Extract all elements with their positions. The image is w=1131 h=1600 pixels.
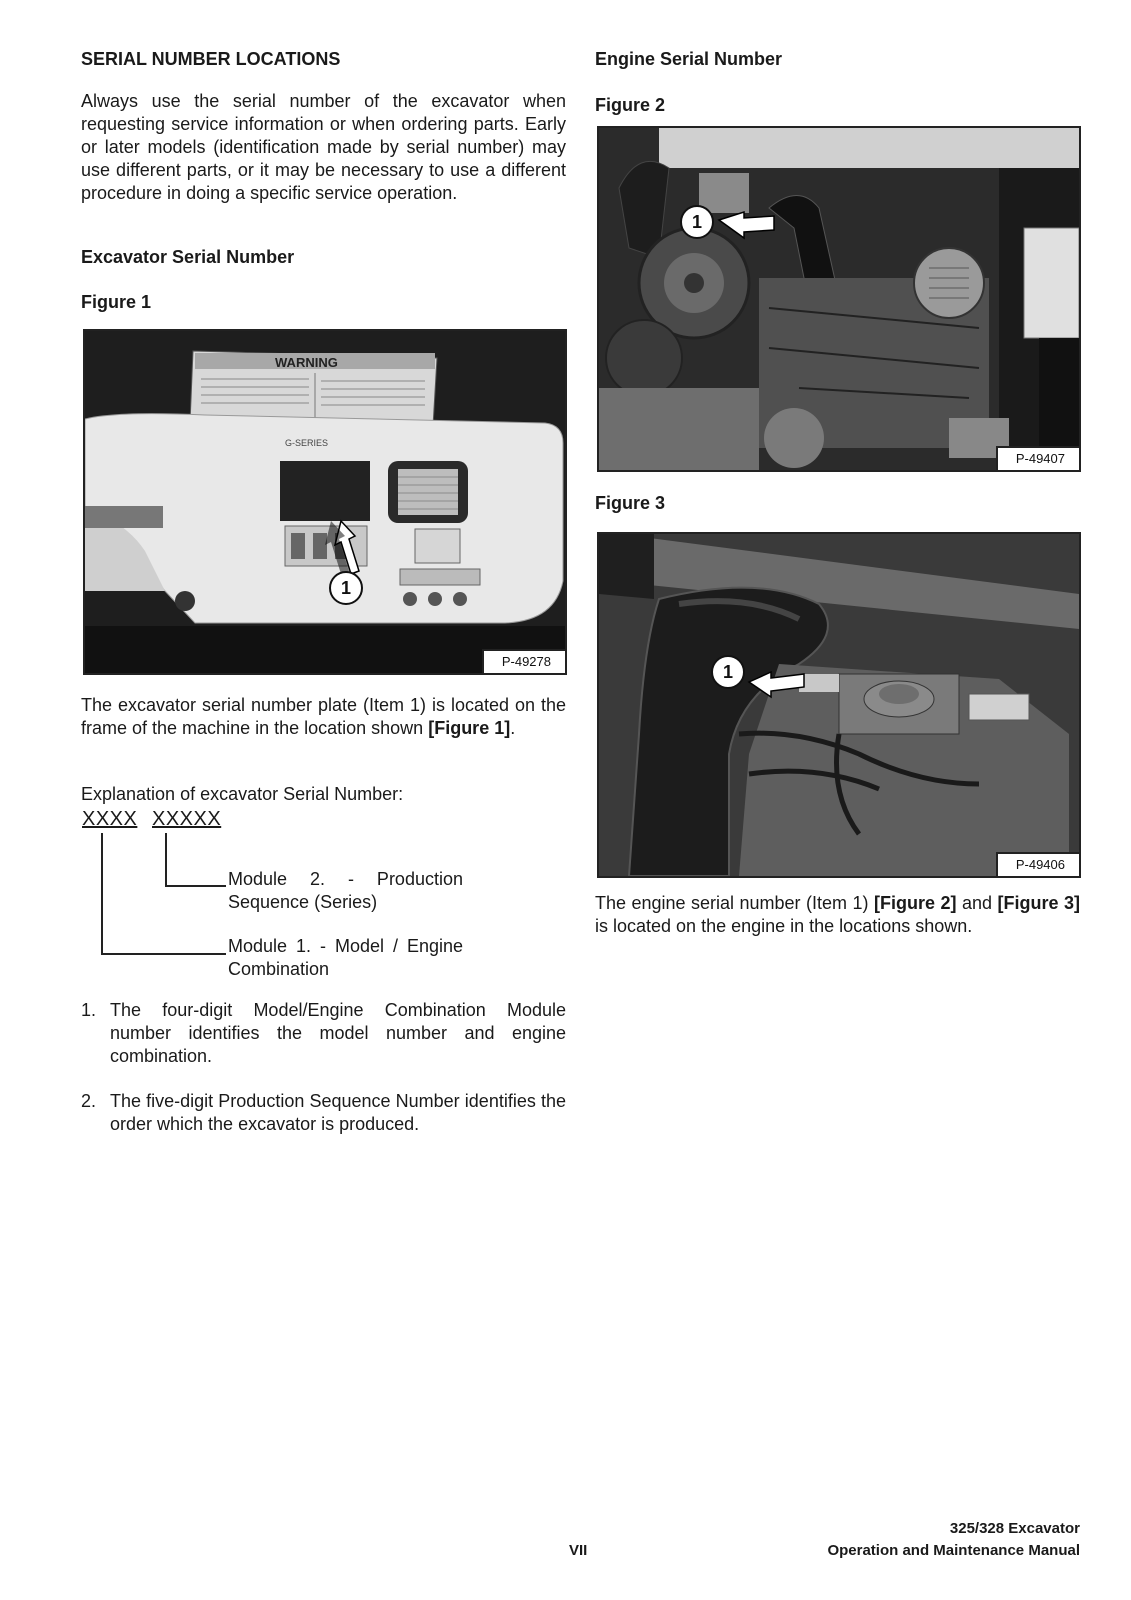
list-item-number: 2.: [81, 1091, 97, 1111]
module1-connector-v: [101, 833, 103, 955]
section-title: SERIAL NUMBER LOCATIONS: [81, 49, 341, 69]
series-text: G-SERIES: [285, 438, 329, 448]
module2-description: Module 2. - Production Sequence (Series): [228, 869, 463, 912]
engine-location-text: The engine serial number (Item 1) [Figure 2] and [Figure 3] is located on the engine in the locations shown.: [595, 893, 1080, 936]
figure1-label: Figure 1: [81, 292, 152, 312]
figure3-photo: [597, 532, 1081, 878]
figure2-callout: 1: [680, 205, 714, 239]
serial-code-module2: XXXXX: [152, 808, 222, 830]
figure2-label: Figure 2: [595, 95, 666, 115]
list-item-number: 1.: [81, 1000, 97, 1020]
figure2-photo: [597, 126, 1081, 472]
excavator-frame-image: [85, 331, 565, 673]
list-item-text: The five-digit Production Sequence Number identifies the order which the excavator is produced.: [110, 1091, 566, 1134]
explanation-label: Explanation of excavator Serial Number:: [81, 784, 404, 804]
figure1-callout: 1: [329, 571, 363, 605]
engine-serial-heading: Engine Serial Number: [595, 49, 783, 69]
module2-connector-h: [165, 885, 226, 887]
list-item: [81, 999, 566, 1069]
warning-sticker-text: WARNING: [275, 355, 338, 370]
footer-manual-title: Operation and Maintenance Manual: [827, 1542, 1080, 1559]
figure1-photo-id: P-49278: [482, 649, 565, 673]
figure3-label: Figure 3: [595, 493, 666, 513]
figure1-photo: [83, 329, 567, 675]
module2-connector-v: [165, 833, 167, 887]
engine-compartment-image: [599, 128, 1079, 470]
figure3-callout: 1: [711, 655, 745, 689]
excavator-serial-heading: Excavator Serial Number: [81, 247, 295, 267]
module1-connector-h: [101, 953, 226, 955]
intro-paragraph: Always use the serial number of the excavator when requesting service information or when ordering parts. Early or later models (identification made by serial number) may use different parts, or it may be necessary to use a different procedure in doing a specific service operation.: [81, 91, 566, 203]
figure2-photo-id: P-49407: [996, 446, 1079, 470]
list-item-text: The four-digit Model/Engine Combination Module number identifies the model number and engine combination.: [110, 1000, 566, 1066]
figure3-photo-id: P-49406: [996, 852, 1079, 876]
page-number: VII: [569, 1542, 588, 1559]
module1-description: Module 1. - Model / Engine Combination: [228, 936, 463, 979]
footer-model: 325/328 Excavator: [949, 1520, 1080, 1537]
plate-location-text: The excavator serial number plate (Item 1) is located on the frame of the machine in the location shown [Figure 1].: [81, 695, 566, 738]
list-item: [81, 1090, 566, 1140]
engine-top-image: [599, 534, 1079, 876]
serial-code-module1: XXXX: [82, 808, 138, 830]
